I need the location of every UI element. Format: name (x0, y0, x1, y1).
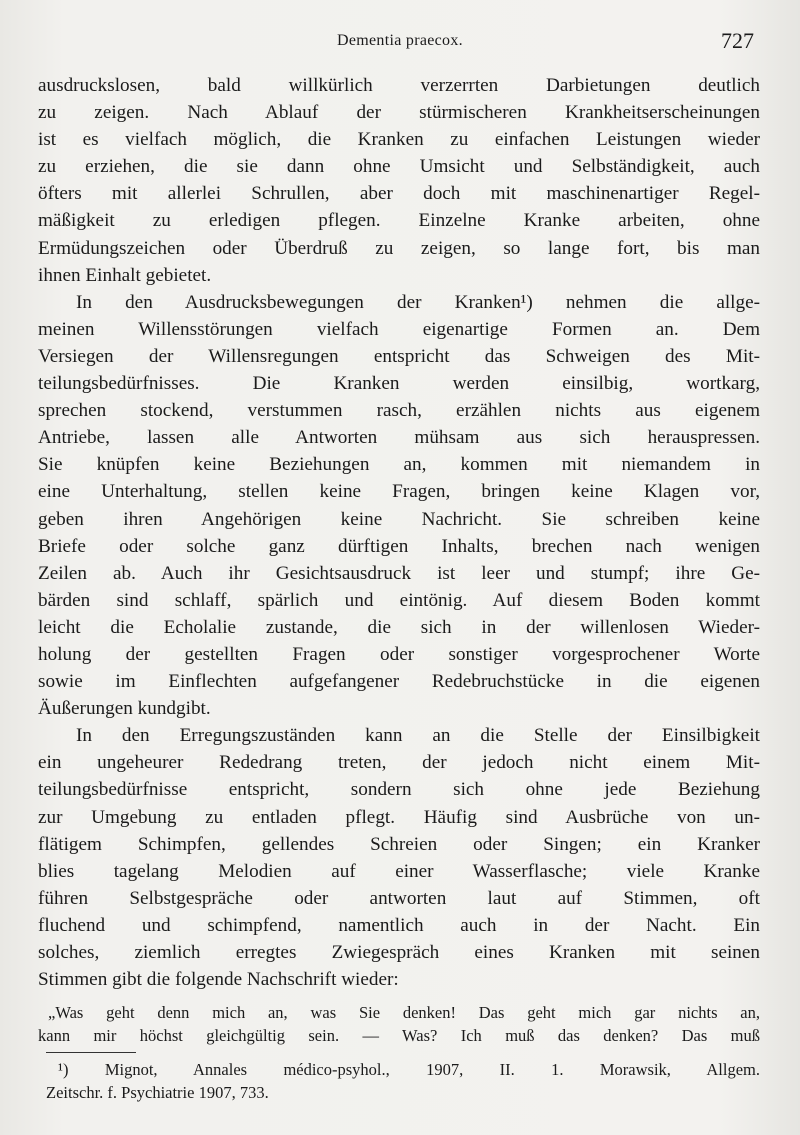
running-head: Dementia praecox. (337, 32, 463, 49)
text-line: sprechen stockend, verstummen rasch, erzählen nichts aus eigenem (38, 400, 760, 422)
text-line: ausdruckslosen, bald willkürlich verzerrten Darbietungen deutlich (38, 75, 760, 96)
text-line: führen Selbstgespräche oder antworten laut auf Stimmen, oft (38, 887, 760, 909)
footnote-line: ¹) Mignot, Annales médico-psyhol., 1907, II. 1. Morawsik, Allgem. (58, 1060, 760, 1079)
page-header (0, 30, 800, 60)
text-line: flätigem Schimpfen, gellendes Schreien oder Singen; ein Kranker (38, 833, 760, 855)
text-line: Äußerungen kundgibt. (38, 698, 211, 720)
text-line: Versiegen der Willensregungen entspricht das Schweigen des Mit- (38, 345, 760, 367)
text-line: zur Umgebung zu entladen pflegt. Häufig sind Ausbrüche von un- (38, 806, 760, 828)
text-line: teilungsbedürfnisse entspricht, sondern sich ohne jede Beziehung (38, 779, 760, 801)
text-line: geben ihren Angehörigen keine Nachricht. Sie schreiben keine (38, 508, 760, 530)
text-line: Ermüdungszeichen oder Überdruß zu zeigen, so lange fort, bis man (38, 237, 760, 259)
text-line: blies tagelang Melodien auf einer Wasserflasche; viele Kranke (38, 860, 760, 882)
text-line: mäßigkeit zu erledigen pflegen. Einzelne Kranke arbeiten, ohne (38, 210, 760, 232)
text-line: Zeilen ab. Auch ihr Gesichtsausdruck ist leer und stumpf; ihre Ge- (38, 562, 760, 584)
text-line: Sie knüpfen keine Beziehungen an, kommen mit niemandem in (38, 454, 760, 476)
text-line: In den Ausdrucksbewegungen der Kranken¹) nehmen die allge- (76, 291, 760, 313)
text-line: solches, ziemlich erregtes Zwiegespräch eines Kranken mit seinen (38, 942, 760, 963)
page-number: 727 (721, 28, 754, 53)
text-line: bärden sind schlaff, spärlich und eintönig. Auf diesem Boden kommt (38, 589, 760, 611)
footnote-line: Zeitschr. f. Psychiatrie 1907, 733. (46, 1083, 269, 1102)
block-quote (38, 1001, 760, 1047)
text-line: öfters mit allerlei Schrullen, aber doch mit maschinenartiger Regel- (38, 183, 760, 205)
text-line: sowie im Einflechten aufgefangener Redebruchstücke in die eigenen (38, 671, 760, 693)
quote-line: kann mir höchst gleichgültig sein. — Was? Ich muß das denken? Das muß (38, 1026, 760, 1046)
text-line: ein ungeheurer Rededrang treten, der jedoch nicht einem Mit- (38, 752, 760, 774)
text-line: Antriebe, lassen alle Antworten mühsam aus sich herauspressen. (38, 427, 760, 449)
body-text (38, 72, 760, 1047)
text-line: eine Unterhaltung, stellen keine Fragen, bringen keine Klagen vor, (38, 481, 760, 503)
quote-line: „Was geht denn mich an, was Sie denken! Das geht mich gar nichts an, (48, 1003, 760, 1023)
text-line: Briefe oder solche ganz dürftigen Inhalts, brechen nach wenigen (38, 535, 760, 557)
text-line: ist es vielfach möglich, die Kranken zu einfachen Leistungen wieder (38, 129, 760, 151)
footnote (46, 1058, 760, 1104)
text-line: fluchend und schimpfend, namentlich auch in der Nacht. Ein (38, 914, 760, 936)
text-line: holung der gestellten Fragen oder sonstiger vorgesprochener Worte (38, 643, 760, 665)
footnote-rule (46, 1052, 136, 1053)
text-line: ihnen Einhalt gebietet. (38, 264, 212, 286)
text-line: zu zeigen. Nach Ablauf der stürmischeren Krankheitserscheinungen (38, 102, 760, 124)
text-line: zu erziehen, die sie dann ohne Umsicht und Selbständigkeit, auch (38, 156, 760, 178)
text-line: In den Erregungszuständen kann an die Stelle der Einsilbigkeit (76, 725, 760, 747)
text-line: leicht die Echolalie zustande, die sich in der willenlosen Wieder- (38, 616, 760, 638)
text-line: meinen Willensstörungen vielfach eigenartige Formen an. Dem (38, 318, 760, 340)
text-line: teilungsbedürfnisses. Die Kranken werden einsilbig, wortkarg, (38, 373, 760, 395)
text-line: Stimmen gibt die folgende Nachschrift wieder: (38, 969, 399, 991)
